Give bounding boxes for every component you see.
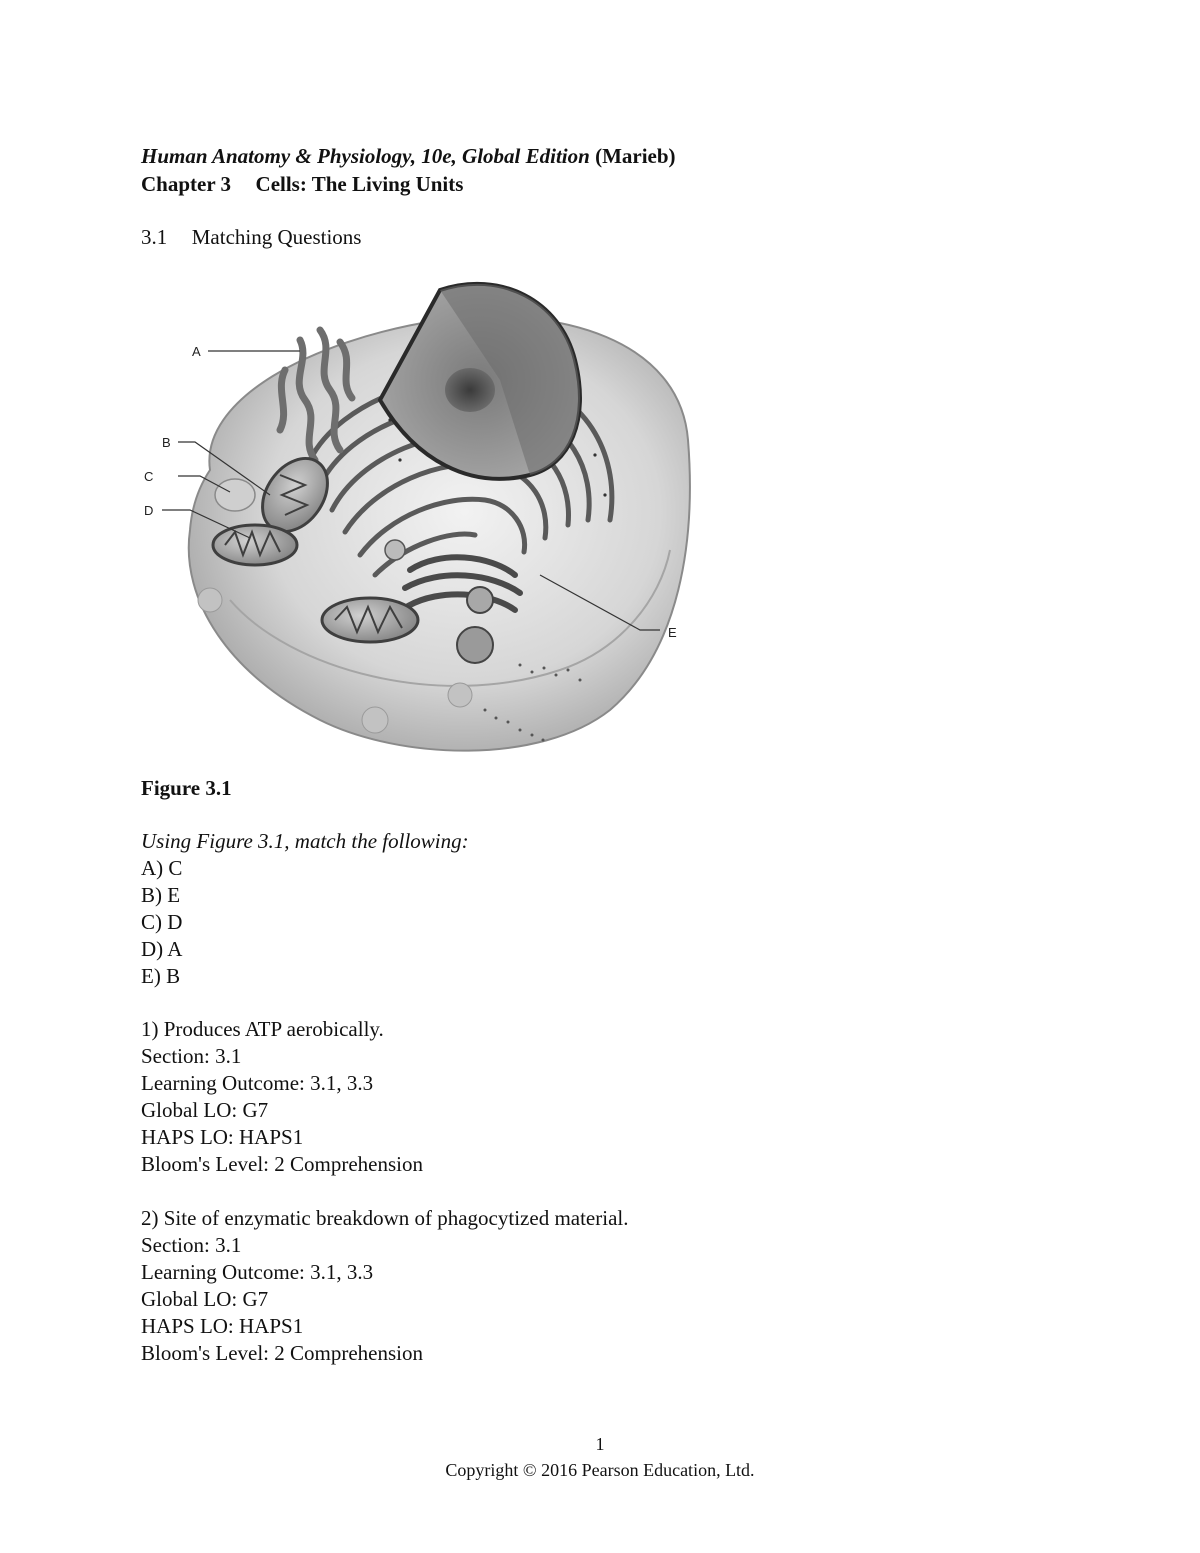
copyright: Copyright © 2016 Pearson Education, Ltd. — [445, 1460, 755, 1480]
option-a: A) C — [141, 856, 183, 880]
section-heading — [141, 224, 361, 251]
book-heading — [141, 143, 676, 170]
nucleolus — [445, 368, 495, 412]
mitochondrion-d — [213, 525, 297, 565]
figure-label-c: C — [144, 469, 154, 484]
inclusion — [362, 707, 388, 733]
centrosome — [215, 479, 255, 511]
option-b: B) E — [141, 883, 181, 907]
inclusion — [448, 683, 472, 707]
question-2-global-lo: Global LO: G7 — [141, 1287, 269, 1311]
figure-label-e: E — [668, 625, 677, 640]
inclusion — [198, 588, 222, 612]
section-number: 3.1 — [141, 225, 168, 249]
vesicle — [467, 587, 493, 613]
question-1-text: 1) Produces ATP aerobically. — [141, 1017, 384, 1041]
cell-figure — [140, 270, 700, 760]
lysosome — [457, 627, 493, 663]
mitochondrion-lower — [322, 598, 418, 642]
section-title: Matching Questions — [191, 225, 362, 249]
figure-caption: Figure 3.1 — [141, 776, 232, 800]
question-2-section: Section: 3.1 — [141, 1233, 242, 1257]
page-number: 1 — [595, 1434, 605, 1454]
question-2-blooms: Bloom's Level: 2 Comprehension — [141, 1341, 424, 1365]
chapter-heading — [141, 171, 463, 198]
option-d: D) A — [141, 937, 183, 961]
instructions: Using Figure 3.1, match the following: — [141, 829, 469, 853]
question-2-haps-lo: HAPS LO: HAPS1 — [141, 1314, 304, 1338]
question-1-section: Section: 3.1 — [141, 1044, 242, 1068]
figure-label-d: D — [144, 503, 154, 518]
book-title: Human Anatomy & Physiology, 10e, Global Edition — [141, 144, 590, 168]
question-2-learning-outcome: Learning Outcome: 3.1, 3.3 — [141, 1260, 374, 1284]
vesicle — [385, 540, 405, 560]
chapter-label: Chapter 3 — [141, 172, 232, 196]
option-e: E) B — [141, 964, 181, 988]
question-2-text: 2) Site of enzymatic breakdown of phagocytized material. — [141, 1206, 629, 1230]
book-author: (Marieb) — [595, 144, 676, 168]
figure-label-a: A — [192, 344, 201, 359]
figure-label-b: B — [162, 435, 171, 450]
chapter-title: Cells: The Living Units — [255, 172, 464, 196]
question-1-learning-outcome: Learning Outcome: 3.1, 3.3 — [141, 1071, 374, 1095]
question-1-haps-lo: HAPS LO: HAPS1 — [141, 1125, 304, 1149]
question-1-global-lo: Global LO: G7 — [141, 1098, 269, 1122]
question-1-blooms: Bloom's Level: 2 Comprehension — [141, 1152, 424, 1176]
option-c: C) D — [141, 910, 183, 934]
